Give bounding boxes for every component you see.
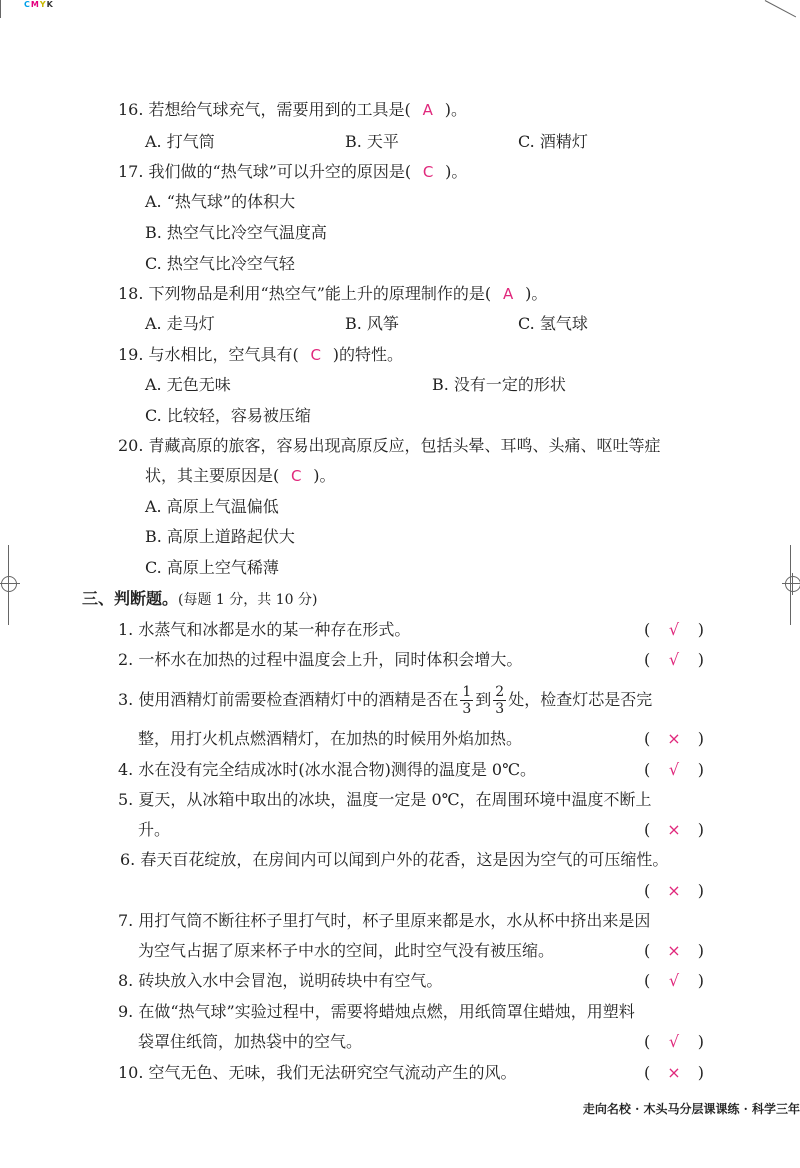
question-19: 19. 与水相比，空气具有( C )的特性。: [118, 345, 404, 364]
option-18b: B. 风筝: [345, 314, 399, 333]
judge-9: 9. 在做“热气球”实验过程中，需要将蜡烛点燃，用纸筒罩住蜡烛，用塑料: [118, 1002, 635, 1021]
crop-mark: [0, 0, 1, 18]
judge-7: 7. 用打气筒不断往杯子里打气时，杯子里原来都是水，水从杯中挤出来是因: [118, 911, 651, 930]
judge-3: 3. 使用酒精灯前需要检查酒精灯中的酒精是否在 $\frac{1}{3}$ 到 $\frac{2}{3}$ 处，检查灯芯是否完: [118, 684, 653, 717]
cmyk-c: C: [24, 0, 31, 9]
answer-18: A: [503, 285, 514, 303]
question-20: 20. 青藏高原的旅客，容易出现高原反应，包括头晕、耳鸣、头痛、呕吐等症: [118, 436, 661, 455]
answer-16: A: [422, 101, 433, 119]
crop-mark: [765, 0, 796, 17]
option-20b: B. 高原上道路起伏大: [145, 527, 295, 546]
option-19b: B. 没有一定的形状: [432, 375, 566, 394]
judge-1: 1. 水蒸气和冰都是水的某一种存在形式。: [118, 620, 411, 639]
judge-7-mark: ( × ): [644, 941, 704, 960]
section-title: 三、判断题。(每题 1 分，共 10 分): [82, 589, 318, 608]
question-17: 17. 我们做的“热气球”可以升空的原因是( C )。: [118, 162, 468, 181]
judge-10: 10. 空气无色、无味，我们无法研究空气流动产生的风。: [118, 1063, 517, 1082]
judge-5: 5. 夏天，从冰箱中取出的冰块，温度一定是 0℃，在周围环境中温度不断上: [118, 790, 652, 809]
cmyk-color-bar: [24, 0, 54, 9]
judge-5-line2: 升。: [138, 820, 171, 839]
judge-3-mark: ( × ): [644, 729, 704, 748]
judge-6: 6. 春天百花绽放，在房间内可以闻到户外的花香，这是因为空气的可压缩性。: [120, 850, 669, 869]
judge-8: 8. 砖块放入水中会冒泡，说明砖块中有空气。: [118, 971, 443, 990]
judge-8-mark: ( √ ): [644, 971, 704, 990]
footer-series-title: 走向名校 · 木头马分层课课练 · 科学三年: [582, 1102, 800, 1116]
option-17c: C. 热空气比冷空气轻: [145, 254, 295, 273]
judge-4: 4. 水在没有完全结成冰时(冰水混合物)测得的温度是 0℃。: [118, 760, 537, 779]
judge-2: 2. 一杯水在加热的过程中温度会上升，同时体积会增大。: [118, 650, 523, 669]
judge-7-line2: 为空气占据了原来杯子中水的空间，此时空气没有被压缩。: [138, 941, 555, 960]
answer-19: C: [310, 346, 322, 364]
question-20-line2: 状，其主要原因是( C )。: [145, 466, 336, 485]
judge-9-mark: ( √ ): [644, 1032, 704, 1051]
option-16c: C. 酒精灯: [518, 132, 588, 151]
answer-17: C: [422, 163, 434, 181]
judge-10-mark: ( × ): [644, 1063, 704, 1082]
question-16: 16. 若想给气球充气，需要用到的工具是( A )。: [118, 100, 468, 119]
fraction-one-third: $\frac{1}{3}$: [462, 684, 472, 717]
judge-6-mark: ( × ): [644, 881, 704, 900]
judge-3-line2: 整，用打火机点燃酒精灯，在加热的时候用外焰加热。: [138, 729, 523, 748]
option-17b: B. 热空气比冷空气温度高: [145, 223, 327, 242]
judge-9-line2: 袋罩住纸筒，加热袋中的空气。: [138, 1032, 363, 1051]
fraction-two-thirds: $\frac{2}{3}$: [495, 684, 505, 717]
judge-2-mark: ( √ ): [644, 650, 704, 669]
option-19a: A. 无色无味: [145, 375, 231, 394]
cmyk-m: M: [30, 0, 40, 9]
option-19c: C. 比较轻，容易被压缩: [145, 406, 311, 425]
option-18a: A. 走马灯: [145, 314, 215, 333]
cmyk-k: K: [46, 0, 54, 9]
judge-1-mark: ( √ ): [644, 620, 704, 639]
option-16b: B. 天平: [345, 132, 399, 151]
registration-mark-icon: [1, 576, 17, 592]
answer-20: C: [291, 467, 302, 485]
judge-4-mark: ( √ ): [644, 760, 704, 779]
cmyk-y: Y: [39, 0, 47, 9]
option-16a: A. 打气筒: [145, 132, 215, 151]
judge-5-mark: ( × ): [644, 820, 704, 839]
registration-mark-icon: [785, 576, 800, 592]
option-20c: C. 高原上空气稀薄: [145, 558, 279, 577]
option-18c: C. 氢气球: [518, 314, 588, 333]
question-18: 18. 下列物品是利用“热空气”能上升的原理制作的是( A )。: [118, 284, 548, 303]
option-17a: A. “热气球”的体积大: [145, 192, 296, 211]
option-20a: A. 高原上气温偏低: [145, 497, 279, 516]
